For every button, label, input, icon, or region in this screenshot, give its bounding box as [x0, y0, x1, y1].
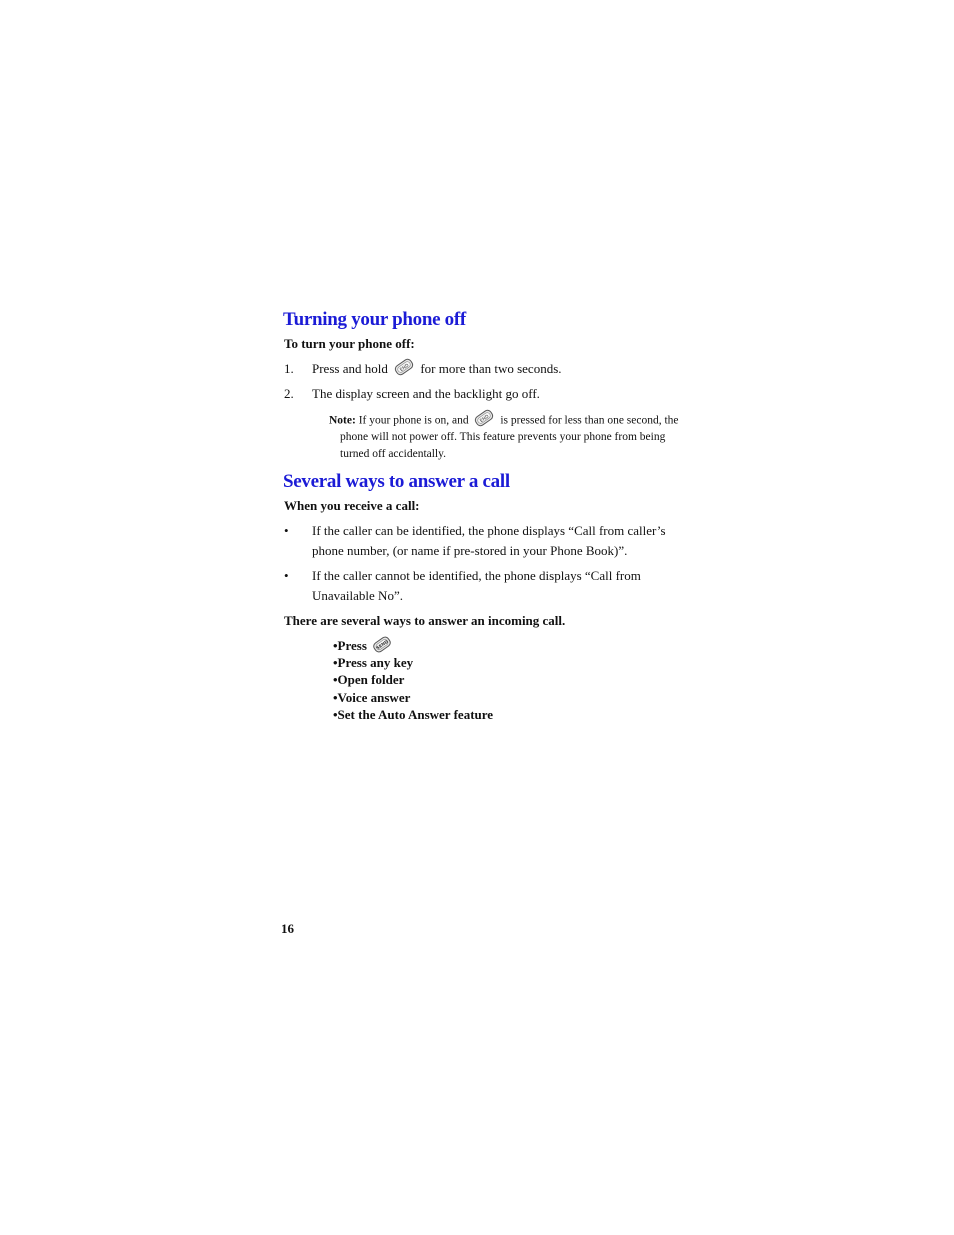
- subheading-receive-call: When you receive a call:: [284, 498, 420, 513]
- svg-text:END: END: [399, 363, 411, 374]
- step-2-text: The display screen and the backlight go off.: [312, 386, 540, 401]
- step-1-text-a: Press and hold: [312, 361, 388, 376]
- end-key-icon: [393, 357, 415, 377]
- bullet-1-line-2: phone number, (or name if pre-stored in your Phone Book)”.: [312, 543, 628, 558]
- note-label: Note:: [329, 414, 356, 427]
- note-line-1: [329, 414, 679, 428]
- note-line-3: turned off accidentally.: [340, 448, 447, 460]
- step-2-number: 2.: [284, 386, 294, 401]
- way-open-folder: •Open folder: [333, 672, 405, 687]
- bullet-2: [284, 568, 641, 584]
- svg-text:END: END: [479, 414, 491, 425]
- end-key-icon: [473, 408, 495, 428]
- way-press-send: [333, 638, 394, 654]
- bullet-1-line-1: If the caller can be identified, the phone displays “Call from caller’s: [312, 523, 666, 538]
- subheading-turn-off: To turn your phone off:: [284, 336, 415, 351]
- bullet-1: [284, 523, 666, 539]
- bullet-2-line-1: If the caller cannot be identified, the phone displays “Call from: [312, 568, 641, 583]
- way-press-label: •Press: [333, 638, 367, 653]
- heading-answer-call: Several ways to answer a call: [283, 471, 510, 492]
- note-line-2: phone will not power off. This feature prevents your phone from being: [340, 431, 666, 443]
- step-1: [284, 361, 562, 377]
- ways-heading: There are several ways to answer an incoming call.: [284, 613, 566, 628]
- bullet-marker: •: [284, 568, 289, 583]
- send-key-icon: [372, 635, 392, 654]
- step-1-text-b: for more than two seconds.: [420, 361, 562, 376]
- way-press-any-key: •Press any key: [333, 655, 414, 670]
- way-voice-answer: •Voice answer: [333, 690, 411, 705]
- step-1-number: 1.: [284, 361, 294, 376]
- bullet-marker: •: [284, 523, 289, 538]
- step-2: [284, 386, 540, 402]
- note-text-a: If your phone is on, and: [358, 414, 469, 427]
- bullet-2-line-2: Unavailable No”.: [312, 588, 403, 603]
- way-auto-answer: •Set the Auto Answer feature: [333, 707, 494, 722]
- page-number: 16: [281, 921, 294, 936]
- heading-turning-phone-off: Turning your phone off: [283, 309, 466, 330]
- note-text-b: is pressed for less than one second, the: [500, 414, 679, 427]
- svg-text:SEND: SEND: [376, 639, 390, 651]
